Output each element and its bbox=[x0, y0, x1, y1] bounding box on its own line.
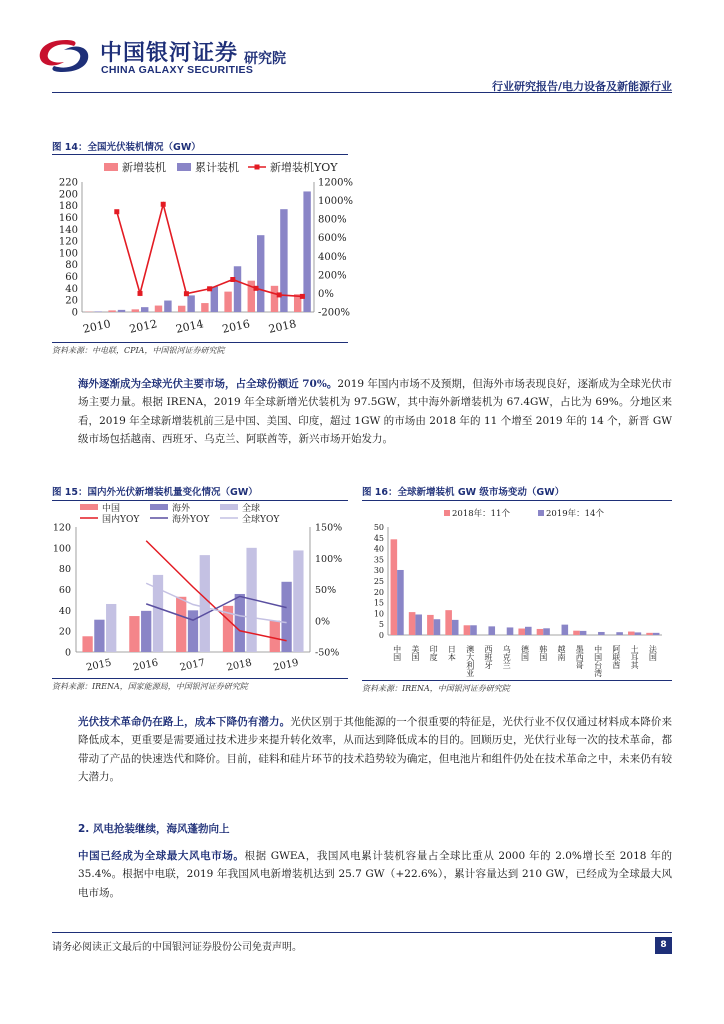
fig16-y-tick-label: 15 bbox=[373, 598, 384, 608]
fig14-title: 图 14：全国光伏装机情况（GW） bbox=[52, 142, 201, 153]
fig14-x-tick-label: 2010 bbox=[81, 317, 112, 336]
fig14-marker-yoy bbox=[300, 294, 305, 299]
section-heading-wind: 2. 风电抢装继续，海风蓬勃向上 bbox=[78, 823, 230, 835]
fig14-bar-cumulative bbox=[118, 310, 125, 312]
fig15-bar-china bbox=[82, 636, 92, 652]
paragraph-overseas-market bbox=[78, 375, 672, 448]
fig16-bar-2018 bbox=[646, 633, 653, 635]
fig14-source: 资料来源：中电联，CPIA，中国银河证券研究院 bbox=[52, 346, 225, 355]
fig16-x-tick-label: 中国 bbox=[392, 645, 402, 661]
fig14-right-tick-label: 600% bbox=[318, 233, 347, 245]
fig15-right-tick-label: 150% bbox=[315, 522, 343, 534]
fig16-y-tick-label: 50 bbox=[373, 523, 384, 532]
fig15-right-tick-label: 50% bbox=[315, 585, 337, 596]
fig14-left-tick-label: 80 bbox=[65, 260, 78, 272]
fig14-bar-new bbox=[132, 309, 139, 312]
fig14-bar-new bbox=[155, 306, 162, 312]
fig14-bar-new bbox=[201, 303, 208, 312]
fig14-left-tick-label: 100 bbox=[58, 248, 78, 260]
fig14-marker-yoy bbox=[230, 277, 235, 282]
fig14-bar-cumulative bbox=[257, 235, 264, 312]
paragraph-tech-revolution-body: 光伏区别于其他能源的一个很重要的特征是，光伏行业不仅仅通过材料成本降价来降低成本，更重要是需要通过技术进步来提升转化效率，从而达到降低成本的目的。回顾历史，光伏行业每一次的技术革命，都带动了产品的快速迭代和降价。目前，硅料和硅片环节的技术趋势较为确定，但电池片和组件仍处在技术革命之中，未来仍有较大潜力。 bbox=[78, 716, 673, 783]
fig16-legend-swatch-2018 bbox=[444, 510, 450, 516]
fig15-title: 图 15：国内外光伏新增装机量变化情况（GW） bbox=[52, 487, 258, 498]
paragraph-wind-market-lead: 中国已经成为全球最大风电市场。 bbox=[78, 850, 245, 862]
fig16-y-tick-label: 0 bbox=[378, 631, 384, 640]
fig16-bar-2019 bbox=[397, 570, 404, 635]
fig16-bar-2019 bbox=[543, 628, 550, 635]
fig14-bar-cumulative bbox=[141, 307, 148, 312]
fig15-bar-china bbox=[176, 597, 186, 652]
fig16-bar-2018 bbox=[464, 625, 471, 635]
fig14-chart bbox=[52, 158, 362, 338]
fig14-x-tick-label: 2018 bbox=[267, 317, 298, 336]
logo-subtitle: CHINA GALAXY SECURITIES bbox=[101, 64, 254, 76]
fig15-legend-china-yoy: 国内YOY bbox=[102, 515, 140, 525]
fig16-bar-2018 bbox=[391, 539, 398, 635]
fig15-left-tick-label: 80 bbox=[58, 564, 71, 576]
fig15-chart bbox=[52, 503, 352, 675]
fig16-x-tick-label: 印度 bbox=[429, 645, 439, 661]
fig14-line-yoy bbox=[117, 204, 303, 296]
header-divider bbox=[52, 92, 672, 93]
fig14-right-tick-label: 1200% bbox=[318, 177, 353, 189]
fig14-marker-yoy bbox=[138, 291, 143, 296]
fig15-line-overseas-yoy bbox=[146, 596, 286, 620]
paragraph-overseas-market-body: 2019 年国内市场不及预期，但海外市场表现良好，逐渐成为全球光伏市场主要力量。根据 IRENA，2019 年全球新增光伏装机为 97.5GW，其中海外新增装机为 67.4GW，占比为 69%。分地区来看，2019 年全球新增装机前三是中国、美国、印度，超过 1GW 的市场由 2018 年的 11 个增至 2019 年的 14 个，新晋 GW 级市场包括越南、西班牙、乌克兰、阿联酋等，新兴市场开始发力。 bbox=[78, 378, 672, 445]
fig16-source: 资料来源：IRENA，中国银河证券研究院 bbox=[362, 684, 510, 693]
fig15-bar-overseas bbox=[281, 582, 291, 652]
fig15-bar-global bbox=[293, 550, 303, 652]
paragraph-wind-market-body: 根据 GWEA，我国风电累计装机容量占全球比重从 2000 年的 2.0%增长至 2018 年的 35.4%。根据中电联，2019 年我国风电新增装机达到 25.7 GW（+22.6%），累计容量达到 210 GW，已经成为全球最大风电市场。 bbox=[78, 850, 673, 899]
fig16-bar-2018 bbox=[409, 612, 416, 635]
fig16-title-rule bbox=[362, 500, 672, 501]
fig15-right-tick-label: 100% bbox=[315, 553, 343, 565]
fig15-legend-china: 中国 bbox=[102, 504, 121, 514]
fig14-marker-yoy bbox=[254, 286, 259, 291]
fig14-bar-cumulative bbox=[95, 311, 102, 312]
fig15-legend-global: 全球 bbox=[242, 504, 261, 514]
fig16-bar-2019 bbox=[415, 614, 422, 635]
fig16-bar-2019 bbox=[488, 626, 495, 635]
fig16-chart bbox=[362, 503, 672, 679]
fig15-x-tick-label: 2019 bbox=[272, 657, 300, 674]
fig16-y-tick-label: 5 bbox=[378, 620, 384, 630]
fig14-left-tick-label: 180 bbox=[58, 201, 78, 213]
fig15-left-tick-label: 0 bbox=[64, 647, 71, 659]
fig15-legend-china-swatch bbox=[80, 504, 98, 510]
fig16-bar-2019 bbox=[616, 632, 623, 635]
fig15-bar-china bbox=[129, 616, 139, 652]
fig16-bar-2019 bbox=[452, 620, 459, 635]
fig14-marker-yoy bbox=[184, 291, 189, 296]
fig14-left-tick-label: 0 bbox=[71, 307, 78, 319]
fig14-bar-new bbox=[108, 310, 115, 312]
fig14-legend-marker-yoy bbox=[255, 165, 260, 170]
fig16-x-tick-label: 中国台湾 bbox=[593, 645, 603, 677]
fig16-x-tick-label: 墨西哥 bbox=[575, 645, 585, 669]
logo-institute: 研究院 bbox=[244, 51, 286, 67]
fig16-source-rule bbox=[362, 680, 672, 681]
paragraph-tech-revolution-lead: 光伏技术革命仍在路上，成本下降仍有潜力。 bbox=[78, 716, 291, 728]
fig14-x-tick-label: 2014 bbox=[174, 317, 205, 336]
fig15-right-tick-label: -50% bbox=[315, 647, 340, 659]
fig14-x-tick-label: 2012 bbox=[128, 317, 159, 336]
fig14-legend-new: 新增装机 bbox=[122, 161, 166, 174]
fig16-y-tick-label: 25 bbox=[373, 577, 384, 586]
fig16-x-tick-label: 韩国 bbox=[538, 645, 548, 661]
fig16-bar-2019 bbox=[562, 625, 569, 635]
fig14-x-tick-label: 2016 bbox=[221, 317, 252, 336]
fig15-x-tick-label: 2016 bbox=[132, 657, 160, 674]
fig14-left-tick-label: 60 bbox=[65, 272, 78, 284]
footer-divider bbox=[52, 932, 672, 933]
fig15-right-tick-label: 0% bbox=[315, 616, 331, 628]
fig14-bar-new bbox=[271, 286, 278, 312]
fig16-x-tick-label: 澳大利亚 bbox=[465, 645, 475, 677]
fig15-bar-overseas bbox=[235, 594, 245, 652]
fig16-bar-2019 bbox=[525, 627, 532, 635]
fig16-x-tick-label: 美国 bbox=[410, 645, 420, 661]
fig14-right-tick-label: 400% bbox=[318, 251, 347, 263]
logo-title: 中国银河证券 bbox=[100, 41, 239, 66]
paragraph-overseas-market-lead: 海外逐渐成为全球光伏主要市场，占全球份额近 70%。 bbox=[78, 378, 338, 390]
fig16-bar-2019 bbox=[653, 633, 660, 635]
fig14-left-tick-label: 220 bbox=[58, 177, 78, 189]
paragraph-wind-market bbox=[78, 847, 672, 902]
fig14-bar-cumulative bbox=[164, 301, 171, 312]
fig14-right-tick-label: 1000% bbox=[318, 196, 353, 208]
fig15-left-tick-label: 40 bbox=[58, 605, 71, 617]
fig15-source-rule bbox=[52, 678, 348, 679]
fig16-y-tick-label: 10 bbox=[373, 609, 384, 619]
fig16-y-tick-label: 45 bbox=[373, 533, 384, 543]
fig14-left-tick-label: 40 bbox=[65, 283, 78, 295]
fig14-source-rule bbox=[52, 342, 348, 343]
fig16-bar-2018 bbox=[427, 615, 434, 635]
fig14-right-tick-label: 200% bbox=[318, 270, 347, 282]
fig16-x-tick-label: 越南 bbox=[557, 645, 567, 661]
fig15-legend-global-yoy: 全球YOY bbox=[242, 515, 280, 525]
fig14-marker-yoy bbox=[207, 286, 212, 291]
fig16-title: 图 16：全球新增装机 GW 级市场变动（GW） bbox=[362, 487, 565, 498]
page-number: 8 bbox=[655, 937, 672, 954]
fig15-left-tick-label: 20 bbox=[58, 626, 71, 638]
fig14-title-rule bbox=[52, 154, 348, 155]
fig15-left-tick-label: 100 bbox=[52, 543, 71, 555]
fig16-bar-2019 bbox=[580, 631, 587, 635]
fig16-bar-2019 bbox=[507, 627, 514, 635]
fig14-left-tick-label: 160 bbox=[58, 212, 78, 224]
fig16-legend-swatch-2019 bbox=[538, 510, 544, 516]
fig16-x-tick-label: 乌克兰 bbox=[502, 645, 512, 669]
fig14-legend-swatch-new bbox=[104, 163, 118, 171]
fig16-x-tick-label: 土耳其 bbox=[630, 645, 640, 669]
paragraph-tech-revolution bbox=[78, 713, 672, 786]
fig15-left-tick-label: 60 bbox=[58, 585, 71, 596]
fig16-bar-2019 bbox=[635, 632, 642, 635]
fig14-legend-cumulative: 累计装机 bbox=[195, 161, 239, 174]
fig16-legend-2018: 2018年：11个 bbox=[452, 509, 510, 519]
fig14-left-tick-label: 20 bbox=[65, 295, 78, 307]
fig15-source: 资料来源：IRENA，国家能源局，中国银河证券研究院 bbox=[52, 682, 248, 691]
fig14-marker-yoy bbox=[277, 292, 282, 297]
fig16-bar-2019 bbox=[434, 619, 441, 635]
fig16-bar-2018 bbox=[518, 629, 525, 635]
fig16-legend-2019: 2019年：14个 bbox=[546, 509, 604, 519]
fig16-y-tick-label: 20 bbox=[373, 587, 384, 597]
fig15-legend-global-swatch bbox=[220, 504, 238, 510]
fig14-legend-swatch-cumulative bbox=[177, 163, 191, 171]
fig15-bar-global bbox=[106, 604, 116, 652]
fig14-left-tick-label: 200 bbox=[58, 189, 78, 201]
fig14-marker-yoy bbox=[161, 202, 166, 207]
fig15-x-tick-label: 2017 bbox=[178, 657, 207, 674]
fig16-y-tick-label: 35 bbox=[373, 555, 384, 565]
fig14-bar-new bbox=[224, 292, 231, 312]
footer-disclaimer: 请务必阅读正文最后的中国银河证券股份公司免责声明。 bbox=[52, 942, 302, 953]
fig14-bar-new bbox=[178, 306, 185, 312]
fig16-x-tick-label: 阿联酋 bbox=[611, 645, 621, 669]
fig14-left-tick-label: 140 bbox=[58, 224, 78, 236]
fig16-x-tick-label: 日本 bbox=[447, 645, 457, 661]
fig16-bar-2018 bbox=[628, 632, 635, 635]
fig16-bar-2018 bbox=[445, 610, 452, 635]
fig15-bar-overseas bbox=[141, 611, 151, 652]
fig15-line-china-yoy bbox=[146, 541, 286, 641]
fig16-y-tick-label: 30 bbox=[373, 566, 384, 576]
fig15-bar-overseas bbox=[94, 620, 104, 652]
fig15-bar-overseas bbox=[188, 610, 198, 652]
report-category: 行业研究报告/电力设备及新能源行业 bbox=[491, 80, 672, 93]
fig16-bar-2019 bbox=[470, 625, 477, 635]
fig15-x-tick-label: 2015 bbox=[85, 657, 113, 674]
fig15-left-tick-label: 120 bbox=[52, 522, 71, 534]
fig14-bar-cumulative bbox=[187, 295, 194, 312]
fig14-right-tick-label: 800% bbox=[318, 214, 347, 226]
fig15-bar-china bbox=[270, 621, 280, 652]
fig16-bar-2018 bbox=[537, 629, 544, 635]
fig15-legend-overseas: 海外 bbox=[172, 504, 191, 514]
fig16-x-tick-label: 法国 bbox=[648, 645, 658, 661]
fig14-marker-yoy bbox=[114, 209, 119, 214]
fig16-x-tick-label: 德国 bbox=[520, 645, 530, 661]
fig14-left-tick-label: 120 bbox=[58, 236, 78, 248]
fig16-x-tick-label: 西班牙 bbox=[483, 645, 493, 669]
fig16-bar-2018 bbox=[573, 631, 580, 635]
fig14-bar-cumulative bbox=[234, 266, 241, 312]
fig15-title-rule bbox=[52, 500, 348, 501]
fig14-right-tick-label: -200% bbox=[318, 307, 350, 319]
fig16-bar-2019 bbox=[598, 632, 605, 635]
fig14-right-tick-label: 0% bbox=[318, 288, 334, 300]
logo-mark-icon bbox=[34, 36, 94, 76]
fig15-x-tick-label: 2018 bbox=[225, 657, 253, 674]
fig15-bar-global bbox=[200, 555, 210, 652]
fig15-legend-overseas-swatch bbox=[150, 504, 168, 510]
fig14-legend-yoy: 新增装机YOY bbox=[270, 161, 338, 174]
fig15-legend-overseas-yoy: 海外YOY bbox=[172, 515, 210, 525]
fig16-y-tick-label: 40 bbox=[373, 544, 384, 554]
